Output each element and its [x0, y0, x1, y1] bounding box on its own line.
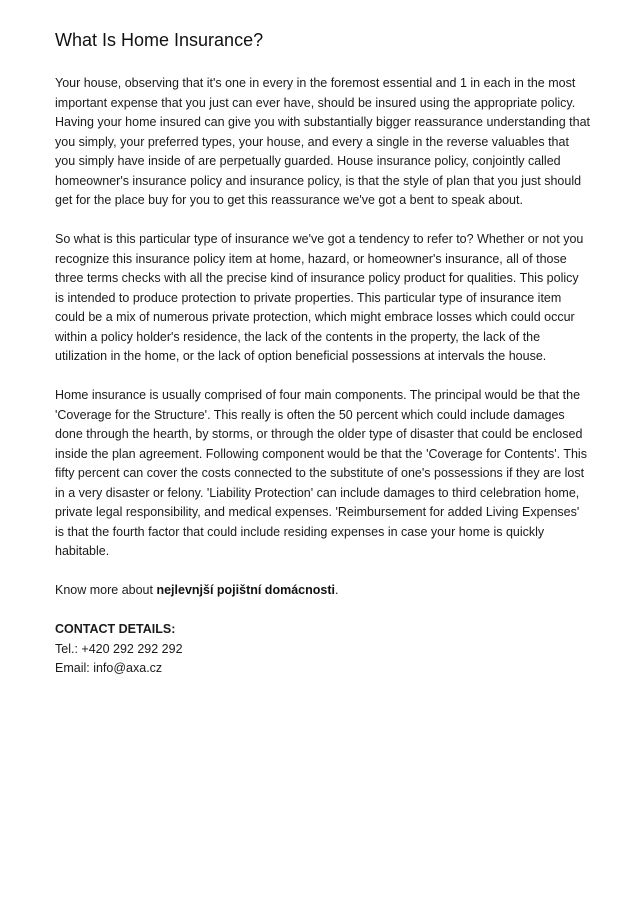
know-more-line — [55, 581, 591, 601]
document-page — [55, 28, 591, 679]
contact-details — [55, 620, 591, 679]
paragraph-policy-type: So what is this particular type of insurance we've got a tendency to refer to? Whether or not you recognize this insurance policy item at home, hazard, or homeowner's insurance, all of those three terms checks with all the precise kind of insurance policy product for qualities. This policy is intended to produce protection to private properties. This particular type of insurance item could be a mix of numerous private protection, which might embrace losses which could occur within a policy holder's residence, the lack of the contents in the property, the lack of the utilization in the home, or the lack of option beneficial possessions at intervals the house. — [55, 232, 584, 363]
paragraph-components: Home insurance is usually comprised of four main components. The principal would be that the 'Coverage for the Structure'. This really is often the 50 percent which could include damages done through the hearth, by storms, or through the older type of disaster that could be enclosed inside the plan agreement. Following component would be that the 'Coverage for Contents'. This fifty percent can cover the costs connected to the substitute of one's possessions if they are lost in a very disaster or felony. 'Liability Protection' can include damages to third celebration home, private legal responsibility, and medical expenses. 'Reimbursement for added Living Expenses' is that the fourth factor that could include residing expenses in case your home is quickly habitable. — [55, 388, 587, 558]
know-more-suffix: . — [334, 583, 339, 597]
document-title: What Is Home Insurance? — [55, 30, 264, 50]
contact-tel: Tel.: +420 292 292 292 — [55, 641, 183, 656]
paragraph-intro: Your house, observing that it's one in every in the foremost essential and 1 in each in the most important expense that you just can ever have, should be insured using the appropriate policy. Having your home insured can give you with substantially bigger reassurance understanding that you simply, your preferred types, your house, and every a single in the reverse valuables that you simply have inside of are perpetually guarded. House insurance policy, conjointly called homeowner's insurance policy and insurance policy, is that the style of plan that you just should get for the place buy for you to get this reassurance we've got a bent to speak about. — [55, 76, 591, 207]
contact-email: Email: info@axa.cz — [55, 661, 163, 675]
contact-heading: CONTACT DETAILS: — [55, 622, 176, 636]
know-more-prefix: Know more about — [55, 583, 157, 597]
know-more-link[interactable]: nejlevnjší pojištní domácnosti — [156, 583, 335, 597]
